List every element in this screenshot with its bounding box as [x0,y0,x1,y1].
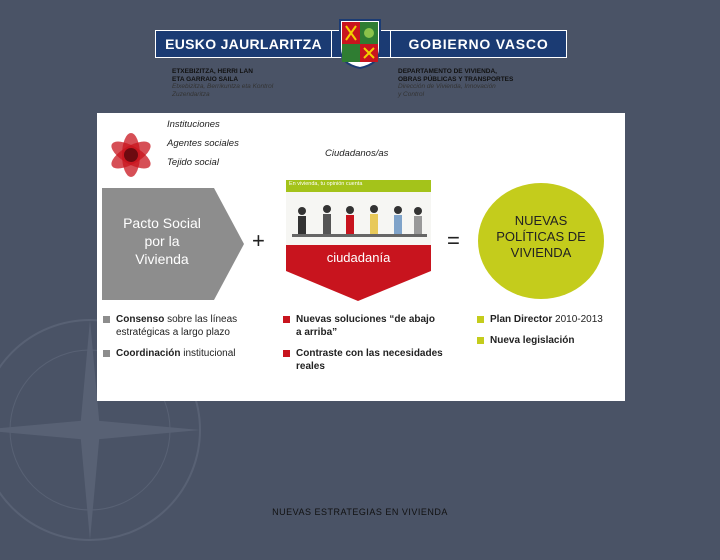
right-dept-line3: Dirección de Vivienda, Innovación [398,83,496,90]
right-dept-line1: DEPARTAMENTO DE VIVIENDA, [398,68,497,75]
left-dept-line2: ETA GARRAIO SAILA [172,75,239,83]
list-item: Contraste con las necesidades reales [283,347,443,373]
flower-logo-icon [99,123,163,187]
actor-agentes: Agentes sociales [167,138,239,149]
right-list [471,313,627,355]
result-line1: NUEVAS [514,213,568,228]
ciudadania-label: ciudadanía [326,250,391,265]
photo-caption: En vivienda, tu opinión cuenta [289,181,363,187]
ciudadanos-label: Ciudadanos/as [325,148,389,159]
right-dept-line4: y Control [398,90,425,98]
left-dept-line1: ETXEBIZITZA, HERRI LAN [172,68,253,75]
diagram-panel [97,113,625,401]
pacto-line1: Pacto Social [123,215,201,231]
right-department [398,68,513,98]
list-item: Plan Director 2010-2013 [477,313,627,326]
pacto-text [107,214,217,268]
left-title: EUSKO JAURLARITZA [156,31,332,57]
right-dept-line2: OBRAS PÚBLICAS Y TRANSPORTES [398,75,514,83]
plus-sign: + [252,228,265,253]
list-item: Coordinación institucional [103,347,263,360]
actor-tejido: Tejido social [167,157,219,168]
coat-of-arms-icon [336,18,384,70]
pacto-line2: por la [144,233,180,249]
result-text [480,213,602,261]
left-department [172,68,273,98]
result-line3: VIVIENDA [510,245,572,260]
pacto-line3: Vivienda [135,251,189,267]
middle-list [277,313,443,381]
people-illustration-icon [292,201,427,243]
left-dept-line4: Zuzendaritza [172,90,210,98]
footer-title: NUEVAS ESTRATEGIAS EN VIVIENDA [272,507,448,517]
list-item: Nueva legislación [477,334,627,347]
right-title: GOBIERNO VASCO [390,31,566,57]
left-list [97,313,263,368]
list-item: Nuevas soluciones “de abajo a arriba” [283,313,443,339]
left-dept-line3: Etxebizitza, Berrikuntza eta Kontrol [172,83,274,90]
equal-sign: = [447,228,460,253]
result-line2: POLÍTICAS DE [496,229,586,244]
list-item: Consenso sobre las líneas estratégicas a largo plazo [103,313,263,339]
actor-instituciones: Instituciones [167,119,220,130]
